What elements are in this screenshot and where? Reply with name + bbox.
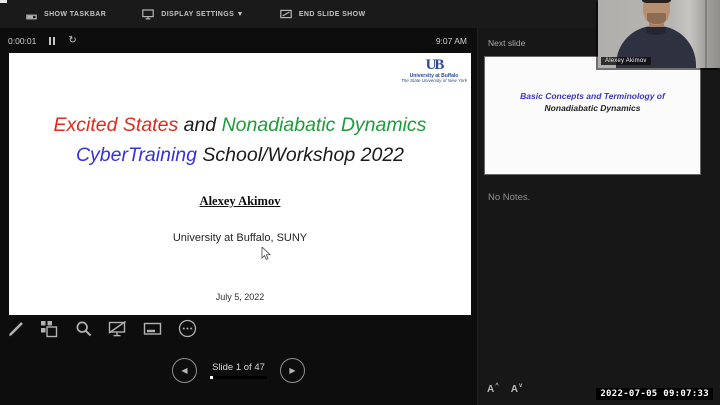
photo-corner-artifact (0, 0, 7, 3)
slide-progress-bar (210, 376, 267, 379)
presenter-side-panel (477, 28, 720, 405)
presenter-hair (642, 0, 671, 3)
slide-navigation (0, 358, 477, 383)
black-screen-icon (108, 320, 128, 338)
next-slide-label: Next slide (488, 38, 526, 48)
subtitles-icon (143, 321, 163, 337)
title-part-and: and (178, 114, 222, 136)
more-options-button[interactable] (178, 319, 197, 338)
display-settings-label: DISPLAY SETTINGS ▼ (161, 10, 244, 18)
logo-line2: The State University of New York (401, 78, 467, 83)
slide-author: Alexey Akimov (199, 194, 281, 208)
annotation-toolbar (7, 319, 197, 338)
title-part-blue: CyberTraining (75, 144, 197, 166)
slide-progress-fill (210, 376, 213, 379)
slide-affiliation: University at Buffalo, SUNY (172, 232, 308, 244)
end-slide-show-button[interactable] (280, 9, 366, 20)
end-slide-show-label: END SLIDE SHOW (298, 10, 366, 18)
next-slide-title-line1: Basic Concepts and Terminology of (520, 91, 665, 101)
current-time: 9:07 AM (435, 36, 467, 46)
slide-counter: Slide 1 of 47 (212, 362, 265, 373)
previous-arrow-icon: ◀ (181, 365, 188, 375)
decrease-font-button[interactable] (511, 384, 523, 395)
caret-up-icon: ^ (495, 383, 499, 389)
notes-font-controls (487, 384, 522, 395)
increase-font-label: A (487, 384, 495, 395)
increase-font-button[interactable] (487, 384, 499, 395)
ub-monogram: UB (425, 57, 443, 73)
show-taskbar-button[interactable] (26, 9, 106, 20)
title-part-red: Excited States (53, 114, 179, 136)
display-settings-icon (142, 9, 154, 20)
presenter-collar (646, 27, 666, 35)
presentation-timer: 0:00:01 (8, 36, 37, 46)
caret-down-icon: v (518, 383, 523, 389)
slide-title (9, 110, 471, 170)
taskbar-icon (26, 9, 37, 20)
mouse-cursor-icon (261, 247, 272, 261)
next-slide-title-line2: Nonadiabatic Dynamics (544, 103, 641, 113)
webcam-video[interactable] (598, 0, 720, 68)
background-wall-edge (705, 0, 707, 68)
next-slide-title (485, 90, 700, 114)
university-logo (401, 57, 467, 84)
previous-slide-button[interactable] (172, 358, 197, 383)
end-slide-show-icon (280, 9, 292, 20)
slide-date: July 5, 2022 (215, 292, 265, 302)
notes-placeholder: No Notes. (488, 192, 531, 203)
magnifier-icon (75, 320, 93, 338)
next-arrow-icon: ▶ (289, 365, 296, 375)
zoom-slide-button[interactable] (75, 320, 93, 338)
show-taskbar-label: SHOW TASKBAR (44, 10, 107, 18)
next-slide-button[interactable] (280, 358, 305, 383)
participant-name-tag: Alexey Akimov (601, 57, 651, 65)
see-all-slides-icon (40, 320, 60, 338)
restart-timer-button[interactable]: ↻ (68, 35, 77, 46)
pen-icon (7, 320, 25, 338)
pause-timer-button[interactable] (48, 36, 56, 46)
see-all-slides-button[interactable] (40, 320, 60, 338)
logo-line1: University at Buffalo (409, 72, 459, 79)
title-part-green: Nonadiabatic Dynamics (221, 114, 427, 136)
toggle-subtitles-button[interactable] (143, 321, 163, 337)
presenter-main-panel (0, 28, 477, 405)
current-slide[interactable] (9, 53, 471, 315)
ellipsis-icon (178, 319, 197, 338)
black-screen-button[interactable] (108, 320, 128, 338)
pen-tool-button[interactable] (7, 320, 25, 338)
display-settings-button[interactable] (142, 9, 244, 20)
recording-timestamp: 2022-07-05 09:07:33 (596, 388, 713, 400)
title-part-rest: School/Workshop 2022 (196, 144, 405, 166)
next-slide-preview[interactable] (484, 56, 701, 175)
decrease-font-label: A (510, 384, 518, 395)
presenter-beard (647, 13, 666, 24)
